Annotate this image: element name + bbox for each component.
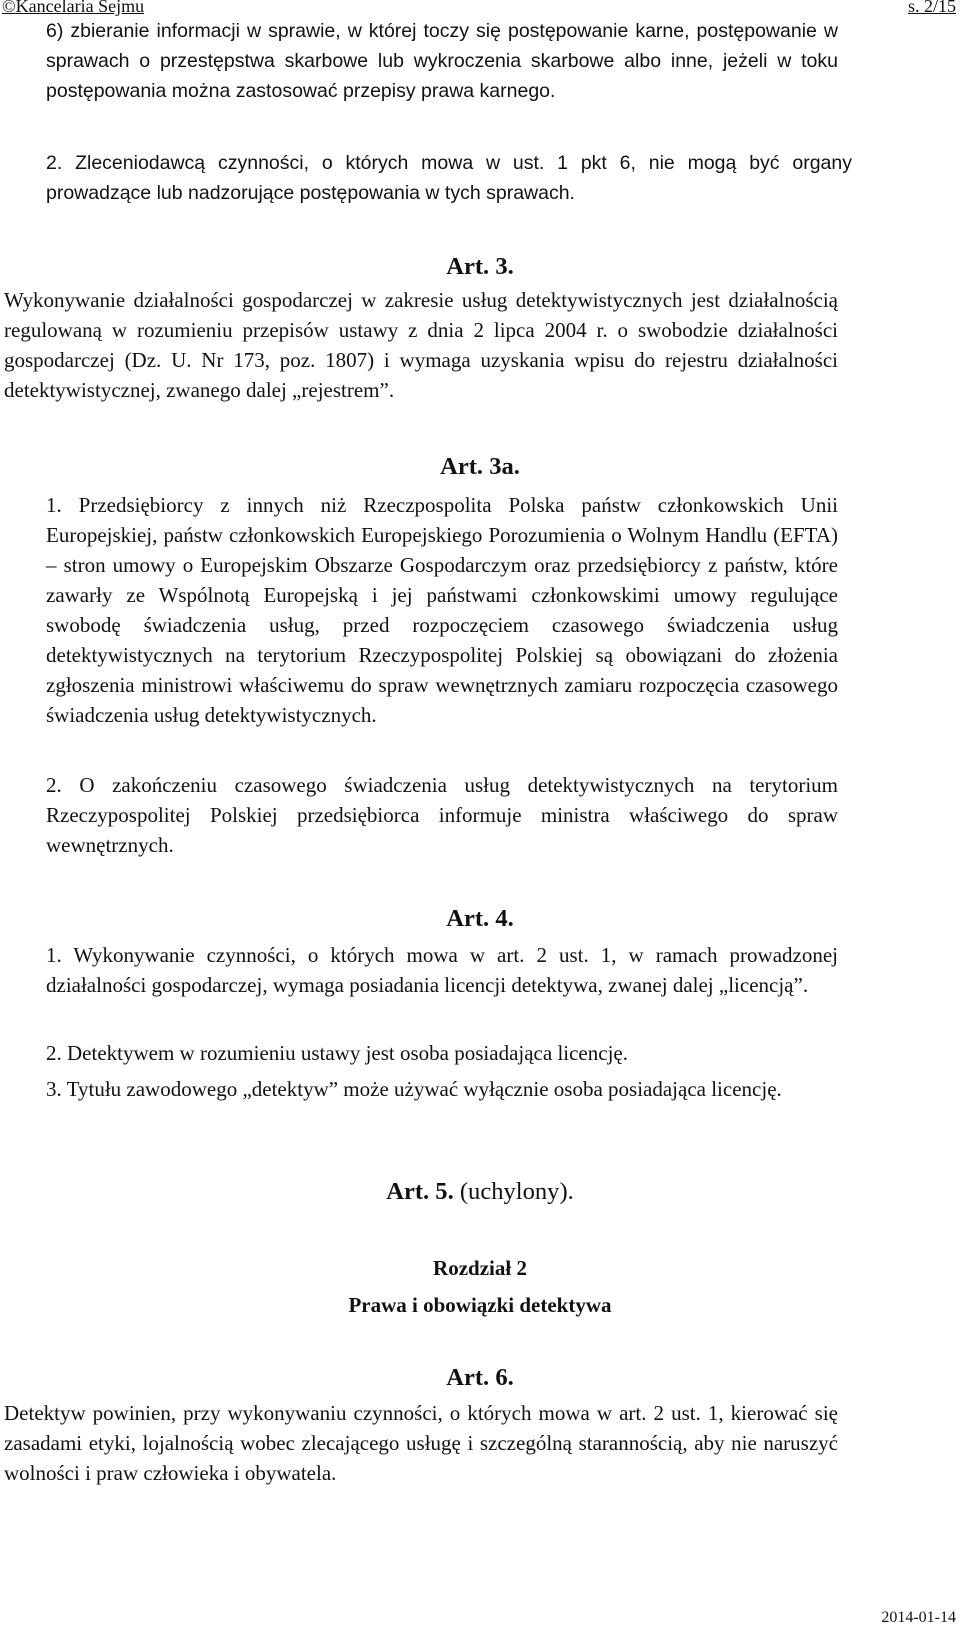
art2-ust-2: 2. Zleceniodawcą czynności, o których mowa w ust. 1 pkt 6, nie mogą być organy prowadzące lub nadzorujące postępowania w tych sprawach. <box>46 152 852 204</box>
art4-ust-2: 2. Detektywem w rozumieniu ustawy jest osoba posiadająca licencję. <box>46 1041 628 1065</box>
art2-item-6: 6) zbieranie informacji w sprawie, w której toczy się postępowanie karne, postępowanie w sprawach o przestępstwa skarbowe lub wykroczenia skarbowe albo inne, jeżeli w toku postępowania można zastosować przepisy prawa karnego. <box>46 20 838 102</box>
footer-date: 2014-01-14 <box>881 1609 956 1626</box>
art6-text: Detektyw powinien, przy wykonywaniu czynności, o których mowa w art. 2 ust. 1, kierować się zasadami etyki, lojalnością wobec zlecającego usługę i szczególną starannością, aby nie naruszyć wolności i praw człowieka i obywatela. <box>4 1401 838 1485</box>
art5-number: Art. 5. <box>386 1178 454 1205</box>
art6-heading: Art. 6. <box>446 1364 514 1391</box>
art5-note: (uchylony). <box>459 1178 574 1205</box>
art3a-heading: Art. 3a. <box>440 453 520 480</box>
art5-heading <box>0 1177 960 1207</box>
art3-text: Wykonywanie działalności gospodarczej w zakresie usług detektywistycznych jest działalnością regulowaną w rozumieniu przepisów ustawy z dnia 2 lipca 2004 r. o swobodzie działalności gospodarczej (Dz. U. Nr 173, poz. 1807) i wymaga uzyskania wpisu do rejestru działalności detektywistycznej, zwanego dalej „rejestrem”. <box>4 288 838 402</box>
art4-ust-1: 1. Wykonywanie czynności, o których mowa w art. 2 ust. 1, w ramach prowadzonej działalności gospodarczej, wymaga posiadania licencji detektywa, zwanej dalej „licencją”. <box>46 943 838 997</box>
art3a-ust-2: 2. O zakończeniu czasowego świadczenia usług detektywistycznych na terytorium Rzeczypospolitej Polskiej przedsiębiorca informuje ministra właściwego do spraw wewnętrznych. <box>46 773 838 857</box>
header-page-number: s. 2/15 <box>907 0 956 16</box>
chapter-number: Rozdział 2 <box>433 1256 527 1280</box>
art4-ust-3: 3. Tytułu zawodowego „detektyw” może używać wyłącznie osoba posiadająca licencję. <box>46 1077 782 1101</box>
header-copyright: ©Kancelaria Sejmu <box>2 0 145 16</box>
art3-heading: Art. 3. <box>446 253 514 280</box>
art3a-ust-1: 1. Przedsiębiorcy z innych niż Rzeczpospolita Polska państw członkowskich Unii Europejskiej, państw członkowskich Europejskiego Porozumienia o Wolnym Handlu (EFTA) – stron umowy o Europejskim Obszarze Gospodarczym oraz przedsiębiorcy z państw, które zawarły ze Wspólnotą Europejską i jej państwami członkowskimi umowy regulujące swobodę świadczenia usług, przed rozpoczęciem czasowego świadczenia usług detektywistycznych na terytorium Rzeczypospolitej Polskiej są obowiązani do złożenia zgłoszenia ministrowi właściwemu do spraw wewnętrznych zamiaru rozpoczęcia czasowego świadczenia usług detektywistycznych. <box>46 493 838 727</box>
art4-heading: Art. 4. <box>446 905 514 932</box>
chapter-title: Prawa i obowiązki detektywa <box>348 1293 612 1317</box>
